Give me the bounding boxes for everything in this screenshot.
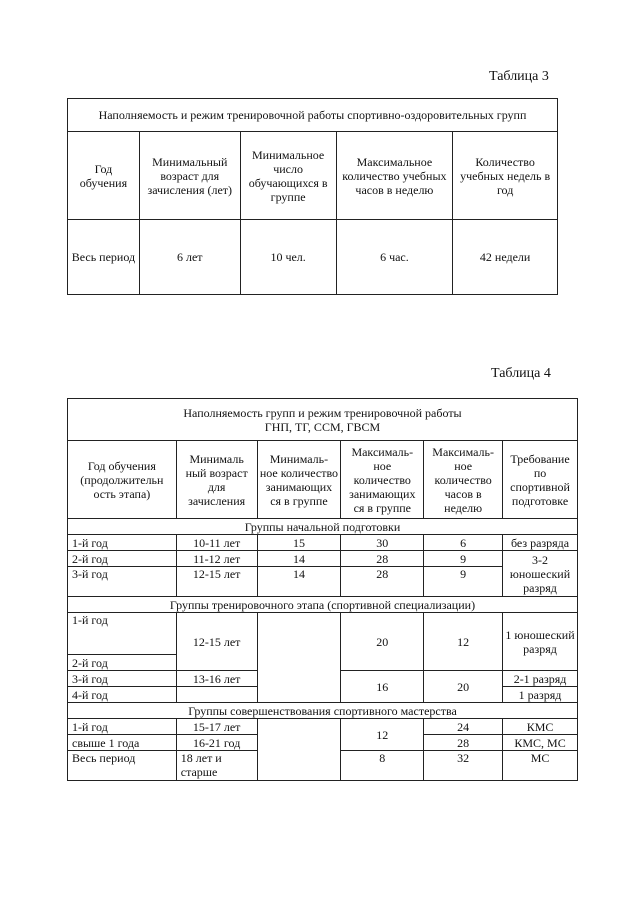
- s1-row23-req: 3-2 юношеский разряд: [503, 551, 578, 597]
- table3-cell-weeks: 42 недели: [453, 220, 558, 295]
- table4-header-min-age: Минималь ный возраст для зачисления: [176, 441, 257, 519]
- s2-age-empty: [176, 687, 257, 703]
- section1-title: Группы начальной подготовки: [68, 519, 578, 535]
- s1-row2-hours: 9: [424, 551, 503, 567]
- s3-year2: свыше 1 года: [68, 735, 177, 751]
- table3-header-min-age: Минимальный возраст для зачисления (лет): [139, 132, 240, 220]
- s1-row2-max: 28: [341, 551, 424, 567]
- table3-cell-age: 6 лет: [139, 220, 240, 295]
- s1-row2-age: 11-12 лет: [176, 551, 257, 567]
- table3-header-year: Год обучения: [68, 132, 140, 220]
- section2-title: Группы тренировочного этапа (спортивной специализации): [68, 597, 578, 613]
- table4-header-max-hours: Максималь- ное количество часов в неделю: [424, 441, 503, 519]
- s2-req-a: 1 юношеский разряд: [503, 613, 578, 671]
- table4-header-requirement: Требование по спортивной подготовке: [503, 441, 578, 519]
- table3-cell-count: 10 чел.: [240, 220, 336, 295]
- s2-age-a: 12-15 лет: [176, 613, 257, 671]
- s1-row1-min: 15: [257, 535, 341, 551]
- s1-row1-max: 30: [341, 535, 424, 551]
- s2-hours-b: 20: [424, 671, 503, 703]
- s3-hours2: 28: [424, 735, 503, 751]
- s1-row3-hours: 9: [424, 567, 503, 597]
- s3-req3: МС: [503, 751, 578, 781]
- s3-hours3: 32: [424, 751, 503, 781]
- s1-row3-min: 14: [257, 567, 341, 597]
- table3-header-weeks: Количество учебных недель в год: [453, 132, 558, 220]
- s3-age1: 15-17 лет: [176, 719, 257, 735]
- s2-age-b: 13-16 лет: [176, 671, 257, 687]
- table4-title-line1: Наполняемость групп и режим тренировочной работы: [183, 405, 462, 420]
- s3-req2: КМС, МС: [503, 735, 578, 751]
- s3-hours1: 24: [424, 719, 503, 735]
- table3-title: Наполняемость и режим тренировочной работы спортивно-оздоровительных групп: [68, 99, 558, 132]
- table3-cell-hours: 6 час.: [336, 220, 453, 295]
- s2-year2: 2-й год: [68, 655, 177, 671]
- s2-max-b: 16: [341, 671, 424, 703]
- table3-cell-period: Весь период: [68, 220, 140, 295]
- s1-row1-req: без разряда: [503, 535, 578, 551]
- s2-hours-a: 12: [424, 613, 503, 671]
- s1-row1-hours: 6: [424, 535, 503, 551]
- s3-max3: 8: [341, 751, 424, 781]
- s3-min-empty: [257, 719, 341, 781]
- table4-title: [68, 399, 578, 441]
- s2-max-a: 20: [341, 613, 424, 671]
- s1-row1-year: 1-й год: [68, 535, 177, 551]
- s1-row2-min: 14: [257, 551, 341, 567]
- s1-row3-max: 28: [341, 567, 424, 597]
- s3-req1: КМС: [503, 719, 578, 735]
- section3-title: Группы совершенствования спортивного мастерства: [68, 703, 578, 719]
- table-4: [67, 398, 578, 781]
- s3-year3: Весь период: [68, 751, 177, 781]
- s3-age3: 18 лет и старше: [176, 751, 257, 781]
- s3-year1: 1-й год: [68, 719, 177, 735]
- s2-year4: 4-й год: [68, 687, 177, 703]
- table4-title-line2: ГНП, ТГ, ССМ, ГВСМ: [264, 419, 381, 434]
- s1-row1-age: 10-11 лет: [176, 535, 257, 551]
- table-3: [67, 98, 558, 295]
- s2-year3: 3-й год: [68, 671, 177, 687]
- table3-header-max-hours: Максимальное количество учебных часов в неделю: [336, 132, 453, 220]
- s3-max12: 12: [341, 719, 424, 751]
- s2-req-b2: 1 разряд: [503, 687, 578, 703]
- table3-header-min-count: Минимальное число обучающихся в группе: [240, 132, 336, 220]
- table4-header-year: Год обучения (продолжительн ость этапа): [68, 441, 177, 519]
- table4-header-min-count: Минималь- ное количество занимающих ся в группе: [257, 441, 341, 519]
- s1-row3-year: 3-й год: [68, 567, 177, 597]
- table4-header-max-count: Максималь- ное количество занимающих ся в группе: [341, 441, 424, 519]
- s1-row3-age: 12-15 лет: [176, 567, 257, 597]
- s3-age2: 16-21 год: [176, 735, 257, 751]
- table4-caption: Таблица 4: [491, 366, 551, 381]
- s2-req-b1: 2-1 разряд: [503, 671, 578, 687]
- s2-year1: 1-й год: [68, 613, 177, 655]
- s1-row2-year: 2-й год: [68, 551, 177, 567]
- s2-min-empty: [257, 613, 341, 703]
- table3-caption: Таблица 3: [489, 69, 549, 84]
